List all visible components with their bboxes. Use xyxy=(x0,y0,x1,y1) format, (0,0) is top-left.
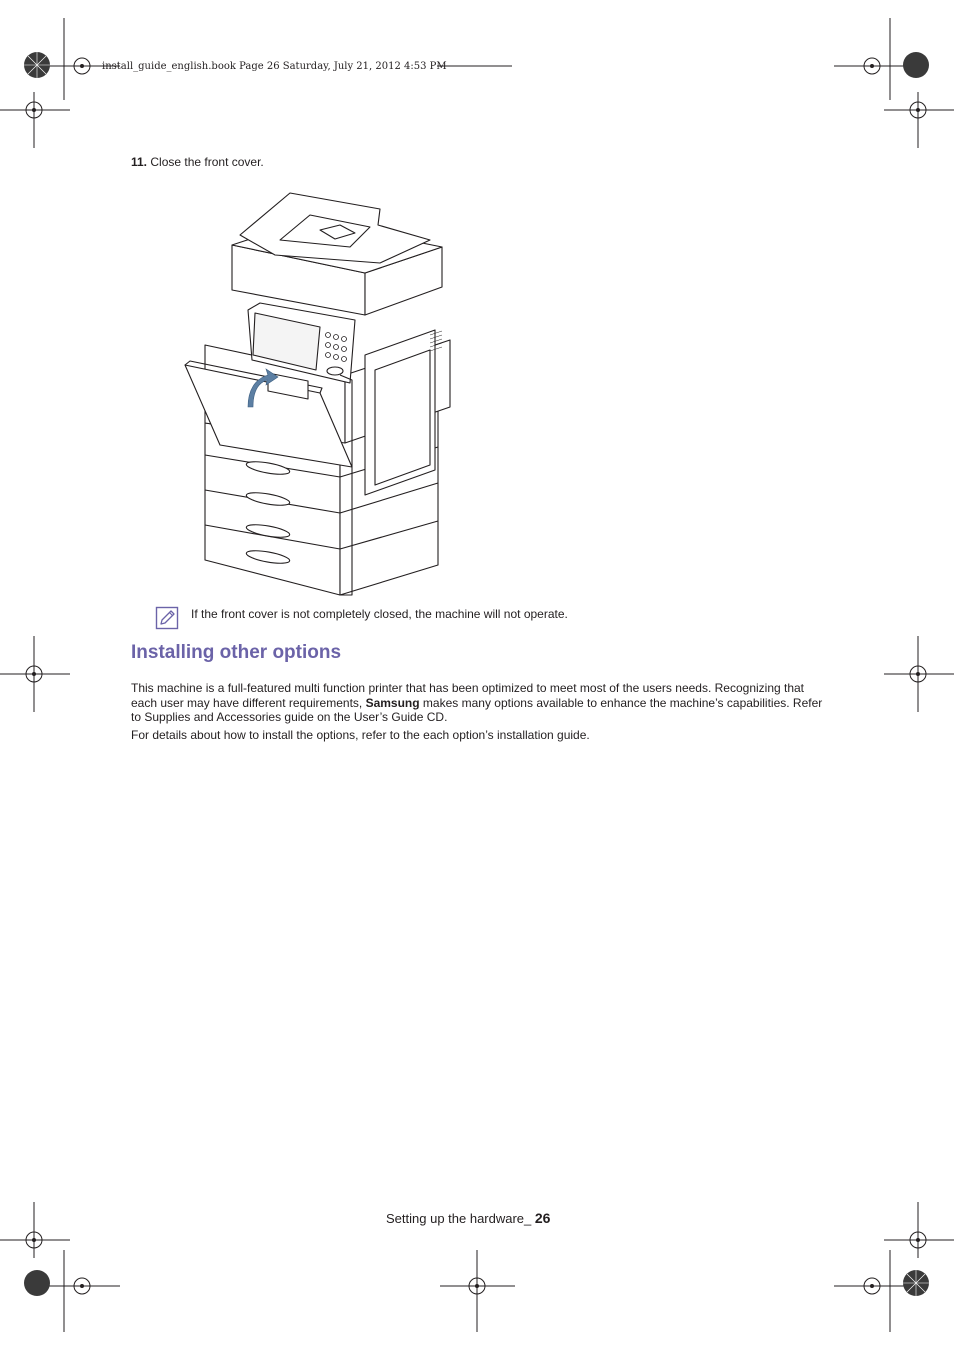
step-11 xyxy=(131,155,264,169)
para1-part-b: makes many options available to enhance the machine’s capabilities. Refer to Supplies and Accessories guide on the User’s Guide CD. xyxy=(131,695,823,724)
para1-part-a: This machine is a full-featured multi function printer that has been optimized to meet most of the users needs. Recognizing that each user may have different requirements, xyxy=(131,681,805,710)
body-paragraph-1 xyxy=(131,681,826,725)
printer-illustration xyxy=(180,185,455,600)
section-title: Installing other options xyxy=(131,642,342,663)
page-number: 26 xyxy=(534,1210,551,1226)
brand-name: Samsung xyxy=(365,695,420,710)
note-pencil-icon xyxy=(155,606,179,630)
step-text: Close the front cover. xyxy=(150,155,264,169)
page-footer xyxy=(386,1210,550,1226)
footer-label: Setting up the hardware_ xyxy=(386,1211,535,1226)
book-header-info: install_guide_english.book Page 26 Saturday, July 21, 2012 4:53 PM xyxy=(102,61,447,72)
step-number: 11. xyxy=(131,155,148,169)
body-paragraph-2: For details about how to install the options, refer to the each option’s installation guide. xyxy=(131,728,590,742)
note-text: If the front cover is not completely closed, the machine will not operate. xyxy=(191,607,568,621)
